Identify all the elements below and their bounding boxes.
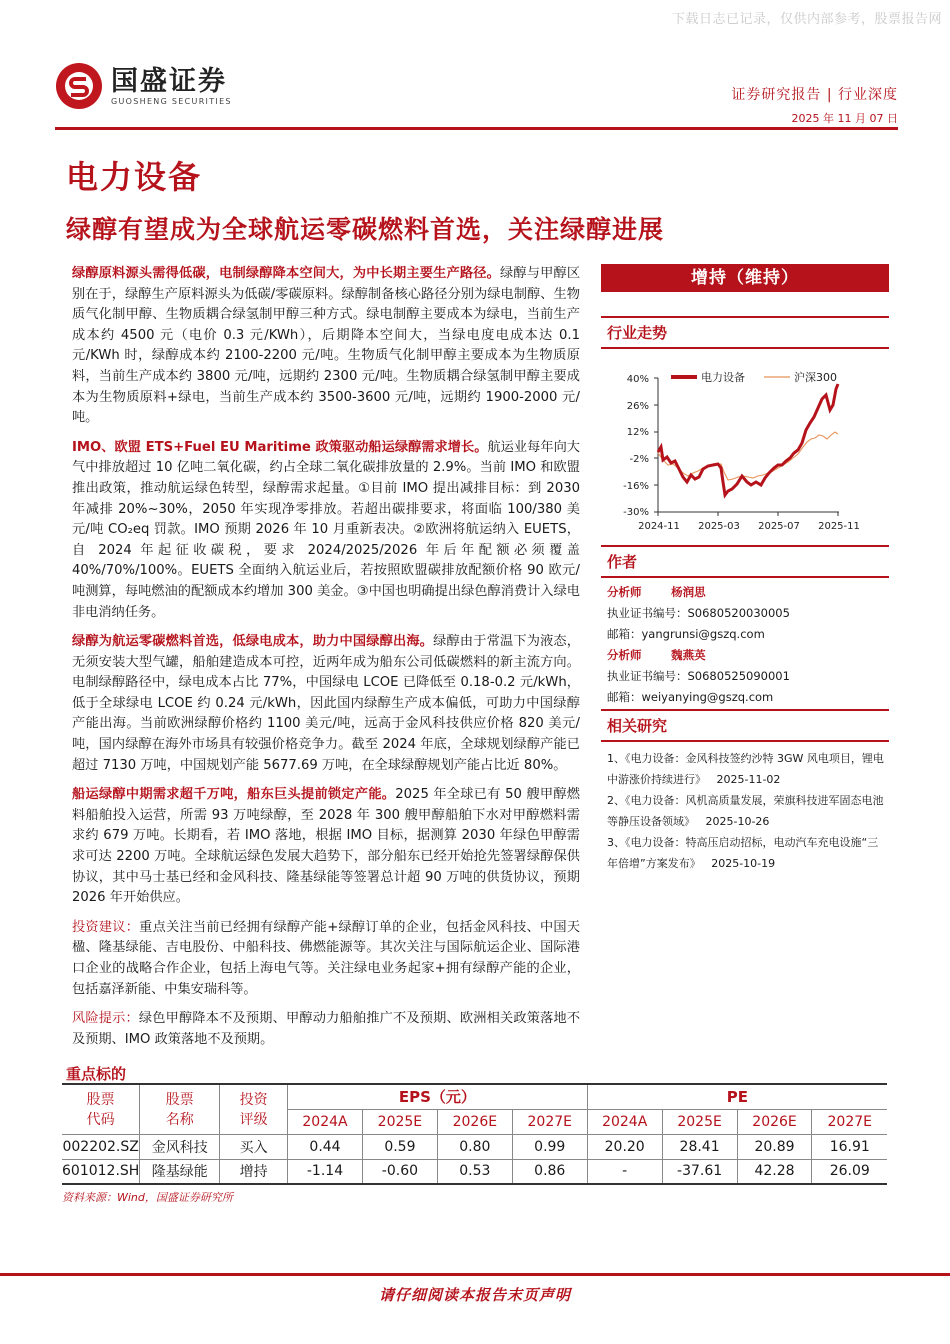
table-row: 601012.SH 隆基绿能 增持 -1.14 -0.60 0.53 0.86 - -37.61 42.28 26.09 (62, 1159, 887, 1184)
x-tick: 2025-07 (758, 521, 800, 532)
rating-badge: 增持（维持） (601, 264, 889, 292)
col-rating: 投资 评级 (220, 1084, 288, 1134)
y-tick: 12% (626, 427, 649, 438)
author-1-row: 分析师 杨润思 (607, 585, 706, 599)
logo-chinese: 国盛证券 (111, 65, 227, 97)
main-body (72, 264, 580, 1059)
related-item[interactable]: 1、《电力设备：金风科技签约沙特 3GW 风电项目，锂电中游涨价持续进行》 2025-11-02 (607, 752, 884, 786)
col-group-pe: PE (587, 1084, 887, 1109)
authors-heading: 作者 (601, 545, 889, 578)
paragraph-3: 绿醇为航运零碳燃料首选，低绿电成本，助力中国绿醇出海。绿醇由于常温下为液态，无须安装大型气罐，船舶建造成本可控，近两年成为船东公司低碳燃料的新主流方向。电制绿醇路径中，绿电成本占比 77%，中国绿电 LCOE 已降低至 0.18-0.2 元/kWh，低于全球绿电 LCOE 约 0.24 元/kWh，因此国内绿醇生产成本偏低，可助力中国绿醇产能出海。当前欧洲绿醇价格约 1100 美元/吨，远高于金风科技供应价格 820 美元/吨，国内绿醇在海外市场具有较强价格竞争力。截至 2024 年底，全球规划绿醇产能已超过 7130 万吨，中国规划产能 5677.69 万吨，在全球绿醇规划产能占比近 80%。 (72, 634, 580, 773)
trend-chart-plot (601, 365, 889, 545)
report-type: 证券研究报告 | 行业深度 (731, 87, 898, 103)
company-logo (55, 62, 232, 110)
author-2-row: 分析师 魏燕英 (607, 648, 706, 662)
y-tick: -2% (629, 454, 649, 465)
key-stocks-title: 重点标的 (66, 1065, 127, 1083)
footer-divider (0, 1273, 950, 1276)
report-headline: 绿醇有望成为全球航运零碳燃料首选，关注绿醇进展 (66, 215, 665, 244)
authors-section: 作者 分析师 杨润思 执业证书编号：S0680520030005 邮箱：yangrunsi@gszq.com 分析师 魏燕英 执业证书编号：S0680525090001 邮箱：weiyanying@gszq.com (601, 545, 889, 708)
col-group-eps: EPS（元） (288, 1084, 588, 1109)
x-tick: 2025-03 (698, 521, 740, 532)
risk-warning: 风险提示：绿色甲醇降本不及预期、甲醇动力船舶推广不及预期、欧洲相关政策落地不及预期、IMO 政策落地不及预期。 (72, 1011, 581, 1047)
y-tick: -30% (623, 507, 649, 518)
y-tick: -16% (623, 481, 649, 492)
paragraph-2: IMO、欧盟 ETS+Fuel EU Maritime 政策驱动船运绿醇需求增长。航运业每年向大气中排放超过 10 亿吨二氧化碳，约占全球二氧化碳排放量的 2.9%。当前 IMO 和欧盟推出政策，推动航运绿色转型，绿醇需求起量。①目前 IMO 提出减排目标：到 2030 年减排 20%~30%，2050 年实现净零排放。若超出碳排要求，将面临 100/380 美元/吨 CO₂eq 罚款。IMO 预期 2026 年 10 月重新表决。②欧洲将航运纳入 EUETS，自 2024 年起征收碳税，要求 2024/2025/2026 年后年配额必须覆盖 40%/70%/100%。EUETS 全面纳入航运业后，若按照欧盟碳排放配额价格 90 欧元/吨测算，每吨燃油的配额成本约增加 300 美金。③中国也明确提出绿色醇消费计入绿电非电消纳任务。 (72, 439, 580, 620)
related-heading: 相关研究 (601, 709, 889, 742)
y-tick: 40% (626, 374, 649, 385)
col-name: 股票 名称 (140, 1084, 220, 1134)
y-tick: 26% (626, 401, 649, 412)
author-2-name: 魏燕英 (671, 648, 706, 662)
series-index-line (658, 432, 838, 480)
paragraph-1: 绿醇原料源头需得低碳，电制绿醇降本空间大，为中长期主要生产路径。绿醇与甲醇区别在于，绿醇生产原料源头为低碳/零碳原料。绿醇制备核心路径分别为绿电制醇、生物质气化制甲醇、生物质耦合绿氢制甲醇三种方式。绿电制醇主要成本为绿电，当前生产成本约 4500 元（电价 0.3 元/KWh），后期降本空间大，当绿电度电成本达 0.1 元/KWh 时，绿醇成本约 2100-2200 元/吨。生物质气化制甲醇主要成本为生物质原料，当前生产成本约 3800 元/吨，远期约 2300 元/吨。生物质耦合绿氢制甲醇主要成本为生物质原料+绿电，当前生产成本约 3500-3600 元/吨，远期约 1900-2000 元/吨。 (72, 266, 581, 426)
key-stocks-table: 股票 代码 股票 名称 投资 评级 EPS（元） PE 2024A 2025E 2026E 2027E 2024A 2025E 2026E 2027E 002202.SZ 金风科技 买入 0.44 0.59 0.80 0.99 20.20 28.41 20.89 16.91 601012.SH 隆基绿能 增持 -1.14 -0.60 0.53 0.86 - -37.61 42.28 26.09 (62, 1083, 887, 1185)
trend-heading: 行业走势 (601, 316, 889, 349)
paragraph-4: 船运绿醇中期需求超千万吨，船东巨头提前锁定产能。2025 年全球已有 50 艘甲醇燃料船舶投入运营，所需 93 万吨绿醇，至 2028 年 300 艘甲醇船舶下水对甲醇燃料需求约 679 万吨。长期看，若 IMO 落地，根据 IMO 目标，据测算 2030 年绿色甲醇需求可达 2200 万吨。全球航运绿色发展大趋势下，部分船东已经开始抢先签署绿醇保供协议，其中马士基已经和金风科技、隆基绿能等签署总计超 90 万吨的供货协议，预期 2026 年开始供应。 (72, 787, 580, 906)
author-1-name: 杨润思 (671, 585, 706, 599)
x-tick: 2025-11 (818, 521, 860, 532)
legend-index: 沪深300 (794, 371, 837, 384)
sector-title: 电力设备 (66, 158, 203, 196)
report-date: 2025 年 11 月 07 日 (791, 112, 898, 125)
related-item[interactable]: 3、《电力设备：特高压启动招标，电动汽车充电设施“三年倍增”方案发布》 2025-10-19 (607, 836, 879, 870)
related-item[interactable]: 2、《电力设备：风机高质量发展，荣旗科技进军固态电池等静压设备领域》 2025-10-26 (607, 794, 884, 828)
logo-icon (55, 62, 103, 110)
footer-disclaimer: 请仔细阅读本报告末页声明 (378, 1286, 571, 1304)
related-research-section (601, 709, 889, 874)
author-1-cert: S0680520030005 (687, 606, 790, 620)
table-row: 002202.SZ 金风科技 买入 0.44 0.59 0.80 0.99 20.20 28.41 20.89 16.91 (62, 1134, 887, 1159)
investment-advice: 投资建议：重点关注当前已经拥有绿醇产能+绿醇订单的企业，包括金风科技、中国天楹、隆基绿能、吉电股份、中船科技、佛燃能源等。其次关注与国际航运企业、国际港口企业的战略合作企业，包括上海电气等。关注绿电业务起家+拥有绿醇产能的企业，包括嘉泽新能、中集安瑞科等。 (72, 919, 581, 997)
x-tick: 2024-11 (638, 521, 680, 532)
author-2-cert: S0680525090001 (687, 669, 790, 683)
header-divider (55, 127, 898, 130)
watermark: 下载日志已记录，仅供内部参考，股票报告网 (671, 12, 942, 27)
logo-english: GUOSHENG SECURITIES (111, 96, 232, 106)
author-2-email[interactable]: weiyanying@gszq.com (641, 690, 774, 704)
author-1-email[interactable]: yangrunsi@gszq.com (641, 627, 765, 641)
col-code: 股票 代码 (62, 1084, 140, 1134)
legend-sector: 电力设备 (701, 371, 745, 384)
table-source: 资料来源：Wind，国盛证券研究所 (62, 1191, 233, 1204)
